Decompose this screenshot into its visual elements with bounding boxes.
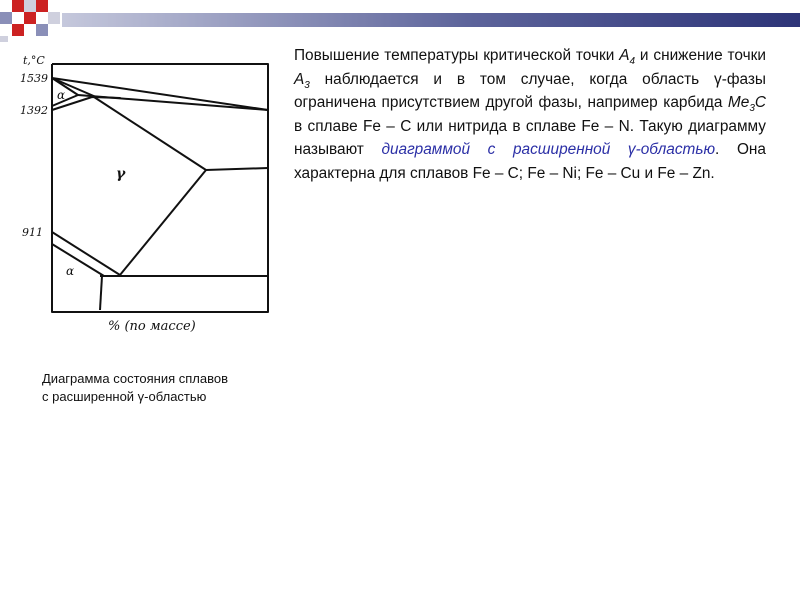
header-band [0, 0, 800, 44]
text-part-3: наблюдается и в том случае, когда область γ-фазы ограничена присутствием другой фазы, например карбида [294, 70, 766, 111]
header-checker-square [24, 0, 36, 12]
point-a3: А [294, 70, 305, 88]
x-axis-label: % (по массе) [108, 319, 196, 334]
text-part-4: в сплаве Fe – C или нитрида в сплаве Fe – N. Такую диаграмму называют [294, 117, 766, 158]
caption-line-1: Диаграмма состояния сплавов [42, 371, 229, 386]
carbide-c: C [754, 94, 766, 111]
caption-line-2: с расширенной γ-областью [42, 389, 207, 404]
phase-label-alpha-bottom: α [66, 264, 75, 278]
header-checker-square [24, 12, 36, 24]
eutectoid-top-line [206, 168, 268, 170]
header-checker-square [12, 0, 24, 12]
header-checker-square [36, 0, 48, 12]
header-checker-square [36, 24, 48, 36]
header-checker-square [48, 12, 60, 24]
point-a4-subscript: 4 [629, 56, 636, 68]
gamma-right-boundary-top [94, 97, 206, 170]
gamma-right-boundary [120, 170, 206, 275]
alpha-solvus-line [100, 276, 102, 310]
header-gradient-bar [62, 13, 800, 27]
carbide-subscript: 3 [749, 103, 755, 115]
y-axis-label: t,°C [23, 54, 45, 67]
text-part-2: и снижение точки [635, 47, 766, 64]
header-checker-square [0, 12, 12, 24]
main-paragraph [294, 44, 766, 185]
text-part-1: Повышение температуры критической точки [294, 47, 620, 64]
a3-line [52, 232, 120, 275]
phase-label-alpha-top: α [57, 88, 66, 102]
temp-label-1392: 1392 [20, 104, 48, 117]
point-a3-subscript: 3 [304, 79, 310, 91]
liquidus-line [52, 78, 268, 110]
temp-label-1539: 1539 [20, 72, 48, 85]
text-part-5: . Она характерна для сплавов Fe – C; Fe – Ni; Fe – Cu и Fe – Zn. [294, 141, 766, 182]
header-checker-square [12, 24, 24, 36]
phase-label-gamma: γ [116, 166, 126, 182]
point-a4: А [619, 47, 630, 64]
diagram-caption [42, 370, 292, 406]
temp-label-911: 911 [22, 226, 43, 239]
term-link[interactable]: диаграммой с расширенной γ-областью [381, 141, 716, 158]
carbide-me: Me [727, 94, 750, 111]
phase-diagram [0, 40, 290, 350]
